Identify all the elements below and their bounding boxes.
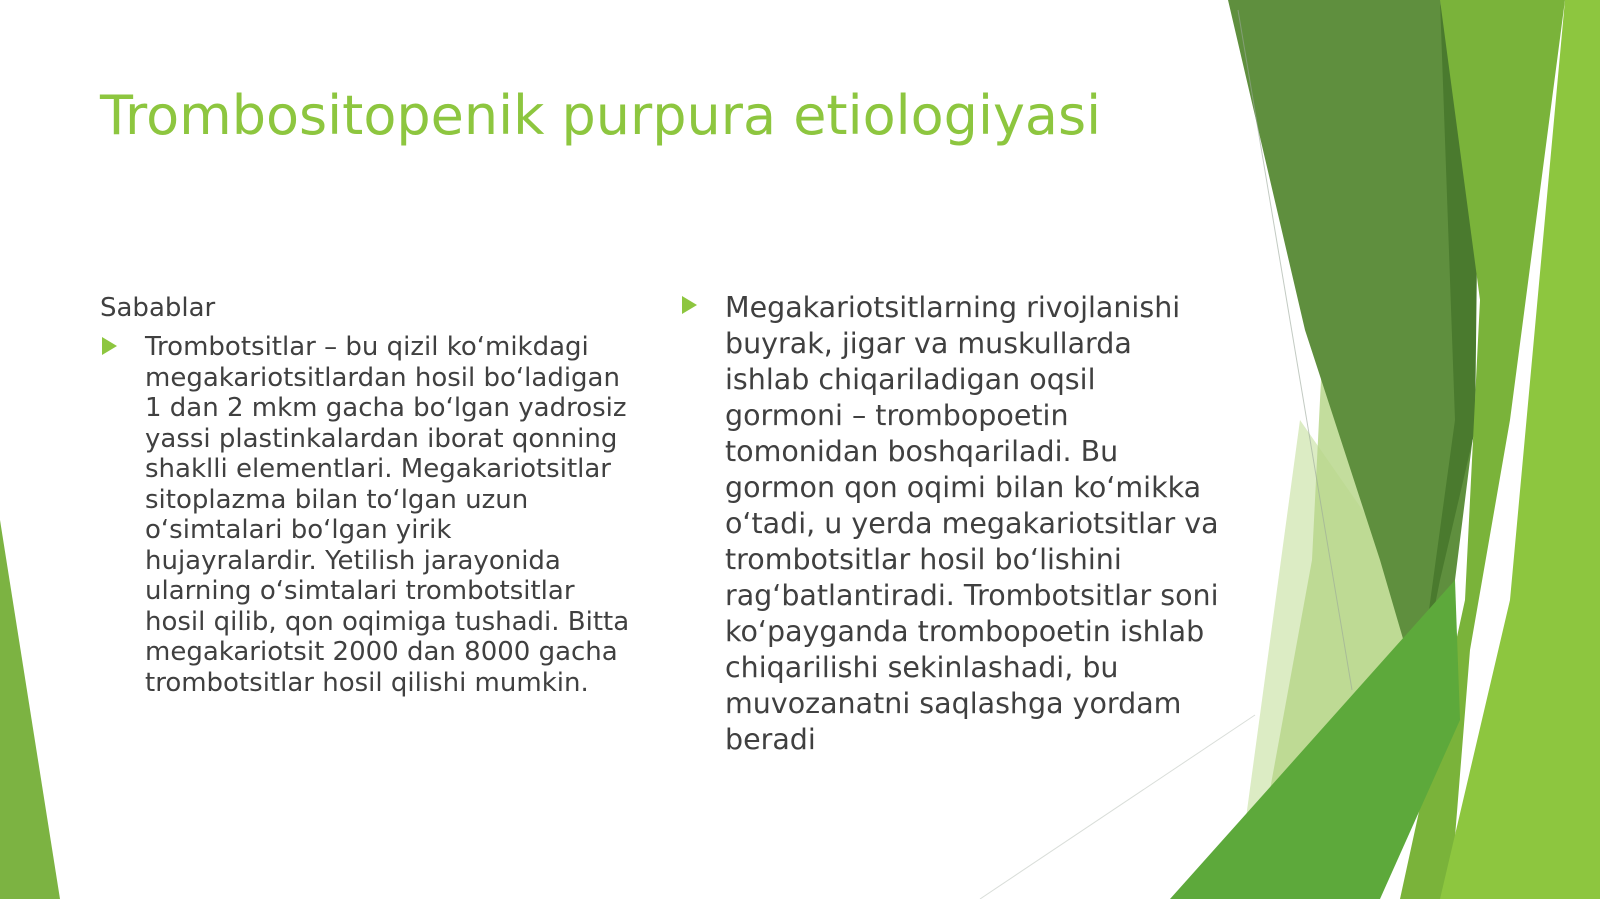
right-bullet-item	[680, 290, 1220, 758]
left-green-sliver	[0, 520, 60, 899]
left-column-heading: Sabablar	[100, 293, 216, 323]
right-column	[680, 290, 1220, 758]
right-bullet-text: Megakariotsitlarning rivojlanishi buyrak, jigar va muskullarda ishlab chiqariladigan oqsil gormoni – trombopoetin tomonidan boshqariladi. Bu gormon qon oqimi bilan ko‘mikka o‘tadi, u yerda megakariotsitlar va trombotsitlar hosil bo‘lishini rag‘batlantiradi. Trombotsitlar soni ko‘payganda trombopoetin ishlab chiqarilishi sekinlashadi, bu muvozanatni saqlashga yordam beradi	[725, 291, 1219, 756]
left-bullet-item	[100, 332, 630, 698]
triangle-bullet-icon	[102, 337, 117, 355]
triangle-bullet-icon	[682, 296, 697, 314]
slide-title: Trombositopenik purpura etiologiyasi	[100, 84, 1102, 147]
left-bullet-text: Trombotsitlar – bu qizil ko‘mikdagi megakariotsitlardan hosil bo‘ladigan 1 dan 2 mkm gacha bo‘lgan yadrosiz yassi plastinkalardan iborat qonning shaklli elementlari. Megakariotsitlar sitoplazma bilan to‘lgan uzun o‘simtalari bo‘lgan yirik hujayralardir. Yetilish jarayonida ularning o‘simtalari trombotsitlar hosil qilib, qon oqimiga tushadi. Bitta megakariotsit 2000 dan 8000 gacha trombotsitlar hosil qilishi mumkin.	[145, 332, 630, 698]
left-column	[100, 290, 630, 698]
